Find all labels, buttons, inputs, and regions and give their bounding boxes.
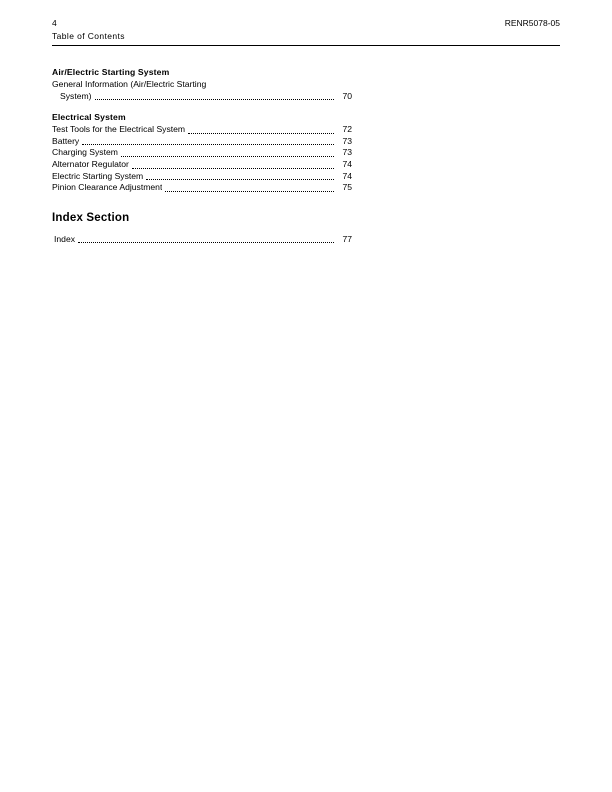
toc-leader-dots (132, 167, 334, 169)
toc-entry[interactable] (52, 147, 352, 159)
toc-entry-page: 73 (342, 147, 352, 158)
toc-entry-page: 75 (342, 182, 352, 193)
header-divider (52, 45, 560, 46)
index-section-entries (52, 234, 352, 246)
toc-entry-page: 72 (342, 124, 352, 135)
toc-entry-label: Index (54, 233, 76, 244)
toc-entry[interactable] (52, 159, 352, 171)
toc-entry[interactable] (52, 79, 352, 102)
toc-leader-dots (78, 241, 334, 243)
toc-entry-label: Electric Starting System (52, 170, 144, 181)
toc-entry-line2 (52, 91, 352, 103)
header-row (52, 18, 560, 29)
toc-entry[interactable] (52, 124, 352, 136)
toc-entry-label-line2: System) (60, 90, 92, 101)
toc-group-title: Electrical System (52, 112, 126, 123)
page-header (52, 18, 560, 41)
toc-entry-label: Battery (52, 135, 80, 146)
table-of-contents (52, 66, 352, 245)
toc-entry-label: Test Tools for the Electrical System (52, 124, 186, 135)
toc-entry-page: 74 (342, 170, 352, 181)
toc-entry-page: 70 (342, 90, 352, 101)
toc-entry[interactable] (52, 136, 352, 148)
toc-leader-dots (95, 98, 334, 100)
page-number: 4 (52, 18, 57, 28)
toc-group (52, 111, 352, 194)
toc-entry-page: 73 (342, 135, 352, 146)
toc-leader-dots (121, 155, 334, 157)
toc-entry-page: 77 (342, 233, 352, 244)
toc-leader-dots (146, 178, 334, 180)
toc-entry-label-line1: General Information (Air/Electric Starting (52, 79, 207, 89)
index-section-heading: Index Section (52, 211, 130, 224)
toc-group-title: Air/Electric Starting System (52, 67, 170, 77)
toc-leader-dots (165, 190, 334, 192)
toc-entry[interactable] (52, 182, 352, 194)
toc-leader-dots (82, 143, 334, 145)
toc-group (52, 66, 352, 102)
toc-entry-label: Alternator Regulator (52, 158, 129, 169)
toc-entry[interactable] (52, 171, 352, 183)
toc-leader-dots (188, 132, 334, 134)
header-title: Table of Contents (52, 31, 125, 41)
toc-entry-page: 74 (342, 158, 352, 169)
toc-entry-label: Charging System (52, 147, 118, 158)
document-code: RENR5078-05 (504, 18, 560, 28)
toc-entry-label: Pinion Clearance Adjustment (52, 182, 163, 193)
toc-entry[interactable] (52, 234, 352, 246)
